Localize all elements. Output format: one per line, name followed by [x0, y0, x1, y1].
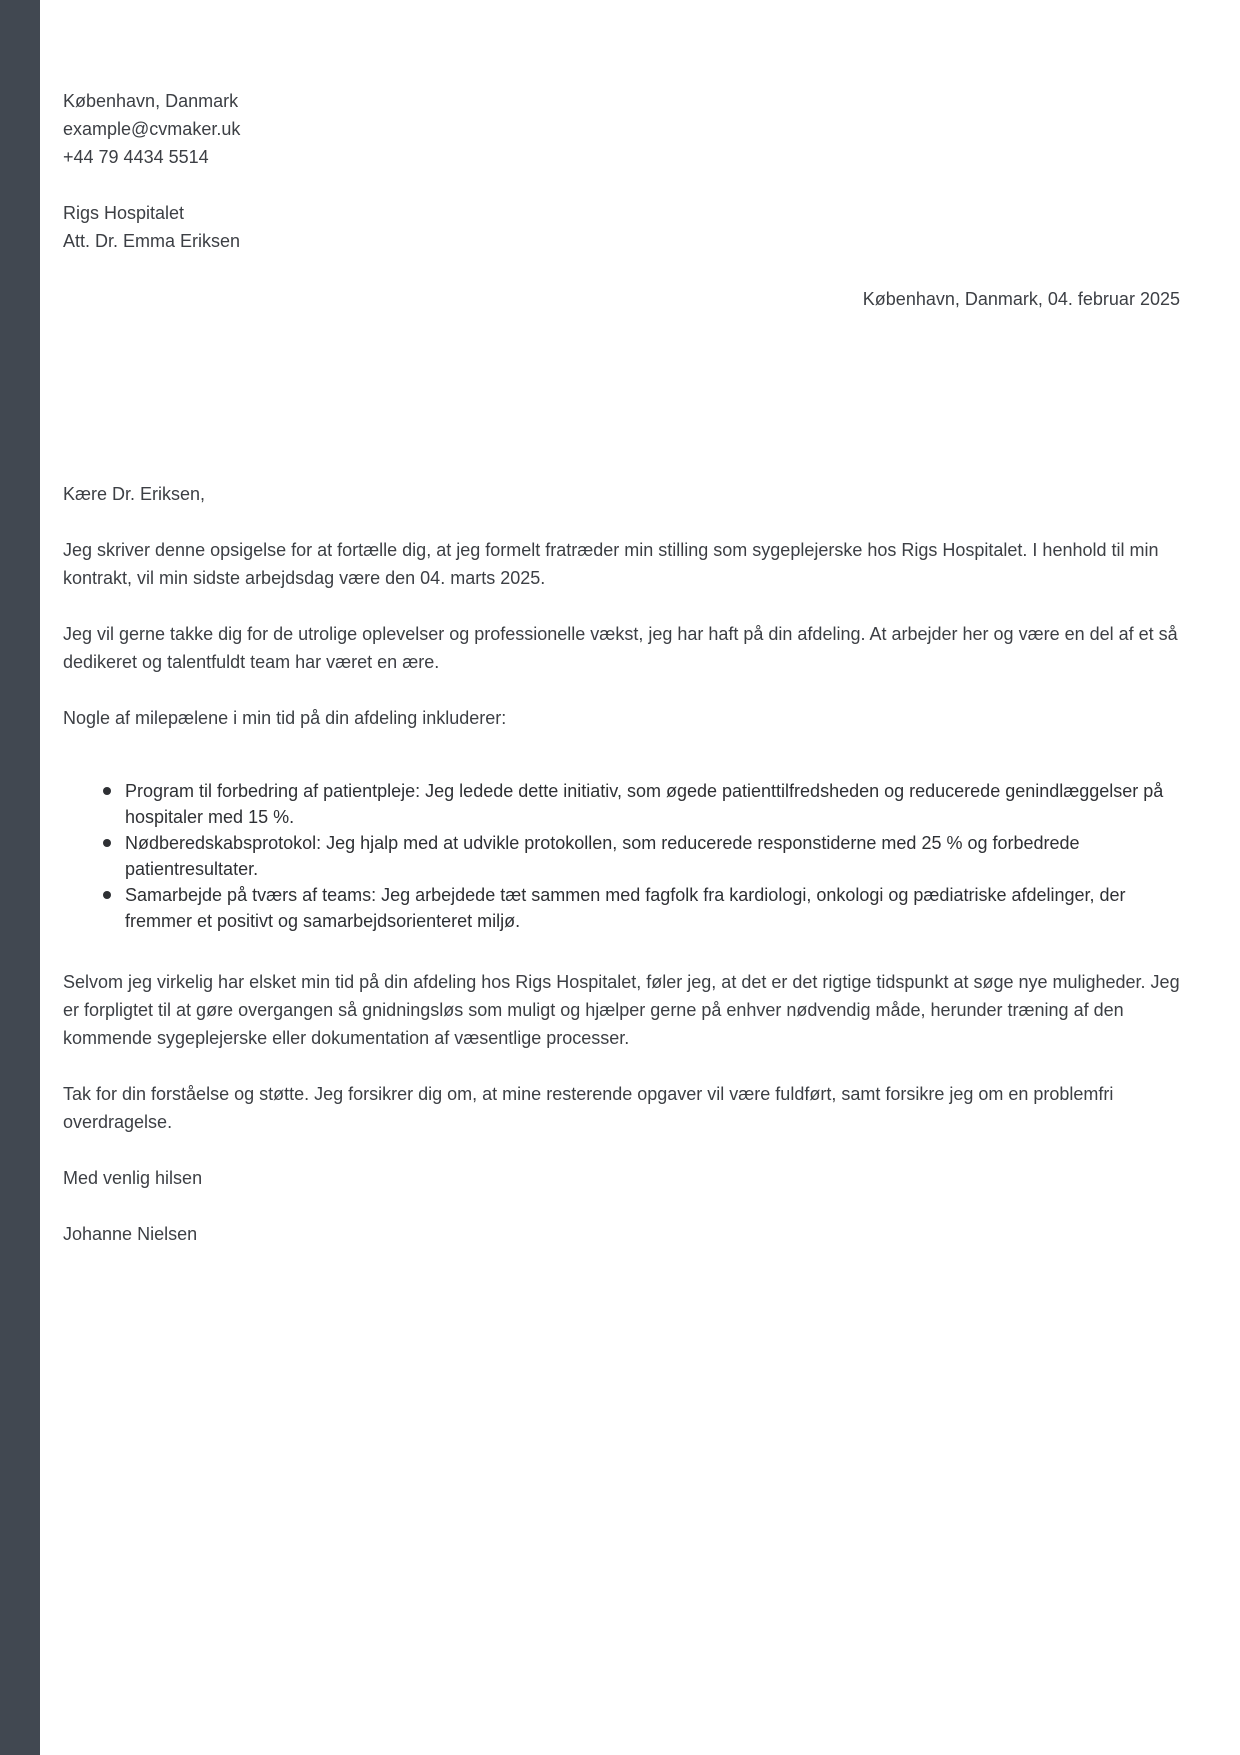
recipient-block [63, 199, 240, 255]
milestones-list [63, 778, 1180, 934]
milestones-intro: Nogle af milepælene i min tid på din afdeling inkluderer: [63, 708, 507, 728]
sender-email: example@cvmaker.uk [63, 119, 241, 139]
recipient-attention: Att. Dr. Emma Eriksen [63, 231, 241, 251]
paragraph-thanks: Tak for din forståelse og støtte. Jeg forsikrer dig om, at mine resterende opgaver vil være fuldført, samt forsikre jeg om en problemfri overdragelse. [63, 1084, 1114, 1132]
bullet-icon [103, 787, 111, 795]
milestone-text: Nødberedskabsprotokol: Jeg hjalp med at udvikle protokollen, som reducerede responstiderne med 25 % og forbedrede patientresultater. [125, 833, 1080, 879]
letter-page [63, 0, 1180, 1755]
list-item [125, 882, 1180, 934]
closing: Med venlig hilsen [63, 1168, 203, 1188]
milestone-text: Samarbejde på tværs af teams: Jeg arbejdede tæt sammen med fagfolk fra kardiologi, onkologi og pædiatriske afdelinger, der fremmer et positivt og samarbejdsorienteret miljø. [125, 885, 1126, 931]
letter-date: København, Danmark, 04. februar 2025 [862, 289, 1180, 309]
paragraph-resignation: Jeg skriver denne opsigelse for at fortælle dig, at jeg formelt fratræder min stilling som sygeplejerske hos Rigs Hospitalet. I henhold til min kontrakt, vil min sidste arbejdsdag være den 04. marts 2025. [63, 540, 1159, 588]
milestone-text: Program til forbedring af patientpleje: Jeg ledede dette initiativ, som øgede patienttilfredsheden og reducerede genindlæggelser på hospitaler med 15 %. [125, 781, 1164, 827]
salutation: Kære Dr. Eriksen, [63, 484, 206, 504]
bullet-icon [103, 839, 111, 847]
bullet-icon [103, 891, 111, 899]
paragraph-transition: Selvom jeg virkelig har elsket min tid på din afdeling hos Rigs Hospitalet, føler jeg, at det er det rigtige tidspunkt at søge nye muligheder. Jeg er forpligtet til at gøre overgangen så gnidningsløs som muligt og hjælper gerne på enhver nødvendig måde, herunder træning af den kommende sygeplejerske eller dokumentation af væsentlige processer. [63, 972, 1180, 1048]
signature-name: Johanne Nielsen [63, 1224, 198, 1244]
paragraph-gratitude: Jeg vil gerne takke dig for de utrolige oplevelser og professionelle vækst, jeg har haft på din afdeling. At arbejder her og være en del af et så dedikeret og talentfuldt team har været en ære. [63, 624, 1178, 672]
decorative-side-bar [0, 0, 40, 1755]
recipient-organization: Rigs Hospitalet [63, 203, 185, 223]
list-item [125, 778, 1180, 830]
sender-phone: +44 79 4434 5514 [63, 147, 209, 167]
letter-body [63, 480, 1180, 1276]
list-item [125, 830, 1180, 882]
sender-contact-block [63, 87, 240, 171]
sender-city: København, Danmark [63, 91, 239, 111]
